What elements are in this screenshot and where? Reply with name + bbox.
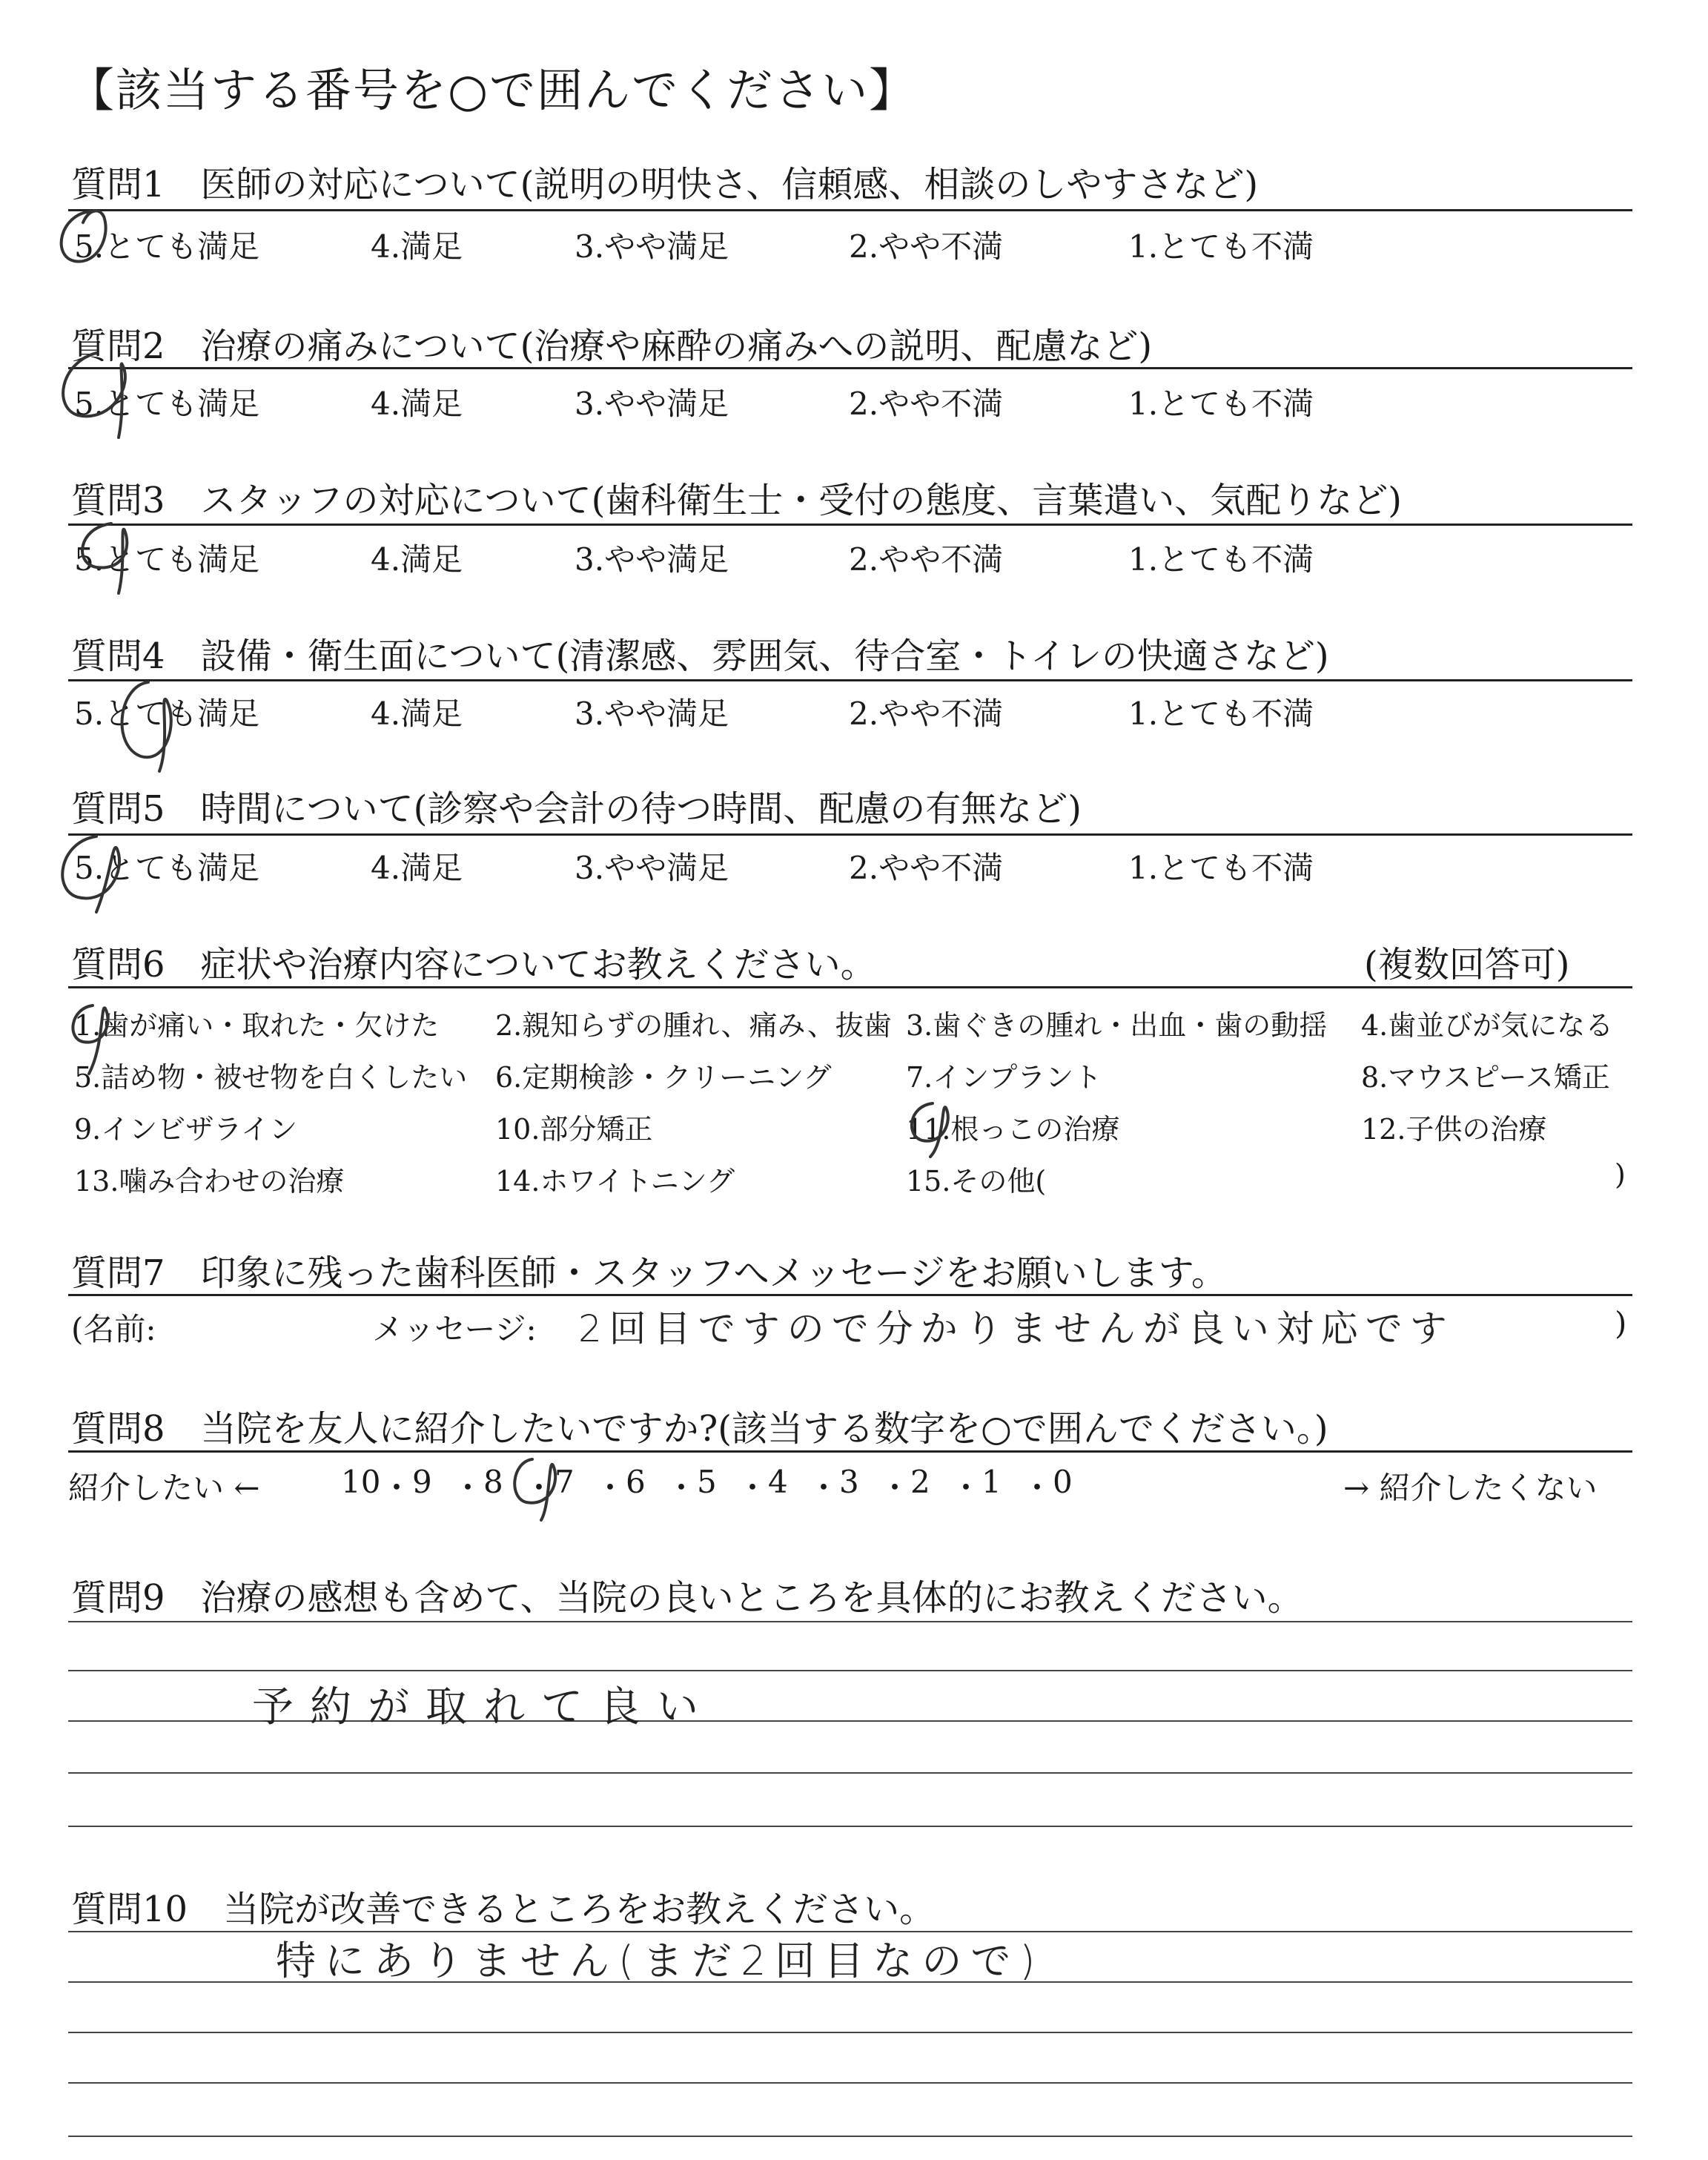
q5-option-2[interactable]: 2.やや不満 [849,850,1004,886]
q8-scale-number-1[interactable]: 1 [982,1464,1002,1500]
question-8-title: 質問8 当院を友人に紹介したいですか?(該当する数字を○で囲んでください。) [71,1408,1328,1450]
q6-option-13[interactable]: 13.噛み合わせの治療 [74,1165,345,1198]
q6-option-2[interactable]: 2.親知らずの腫れ、痛み、抜歯 [495,1009,892,1042]
question-7-title: 質問7 印象に残った歯科医師・スタッフへメッセージをお願いします。 [71,1252,1227,1294]
q10-line-5 [68,2136,1632,2137]
q3-option-3[interactable]: 3.やや満足 [575,541,729,578]
question-7-rule [68,1294,1632,1296]
form-instruction-header: 【該当する番号を○で囲んでください】 [68,63,917,117]
q8-scale-number-7[interactable]: 7 [555,1464,575,1500]
q8-scale-number-5[interactable]: 5 [697,1464,717,1500]
q8-scale-number-4[interactable]: 4 [768,1464,788,1500]
q6-option-6[interactable]: 6.定期検診・クリーニング [495,1061,832,1094]
q8-scale-number-6[interactable]: 6 [626,1464,646,1500]
q1-option-1[interactable]: 1.とても不満 [1128,228,1314,265]
q8-scale-dot: ・ [1022,1470,1053,1506]
q3-option-4[interactable]: 4.満足 [371,541,463,578]
question-5-title: 質問5 時間について(診察や会計の待つ時間、配慮の有無など) [71,788,1082,830]
q10-handwritten-answer[interactable]: 特にありません(まだ2回目なので) [276,1938,1045,1984]
q4-option-4[interactable]: 4.満足 [371,696,463,732]
q4-option-3[interactable]: 3.やや満足 [575,696,729,732]
q10-line-4 [68,2082,1632,2084]
q8-scale-number-10[interactable]: 10 [341,1464,381,1500]
q3-option-5[interactable]: 5.とても満足 [74,541,260,578]
q8-scale-dot: ・ [879,1470,911,1506]
q1-option-5[interactable]: 5.とても満足 [74,228,260,265]
q8-scale-dot: ・ [808,1470,840,1506]
q8-scale-dot: ・ [381,1470,413,1506]
question-3-rule [68,524,1632,526]
q6-option-4[interactable]: 4.歯並びが気になる [1361,1009,1614,1042]
q4-option-5[interactable]: 5.とても満足 [74,696,260,732]
q8-scale-number-0[interactable]: 0 [1053,1464,1073,1500]
q8-scale-number-3[interactable]: 3 [839,1464,859,1500]
q7-close-paren: ) [1615,1305,1627,1341]
q6-option-5[interactable]: 5.詰め物・被せ物を白くしたい [74,1061,468,1094]
q2-option-5[interactable]: 5.とても満足 [74,386,260,422]
question-4-title: 質問4 設備・衛生面について(清潔感、雰囲気、待合室・トイレの快適さなど) [71,635,1329,677]
q6-option-15-close: ) [1615,1158,1626,1191]
q6-option-12[interactable]: 12.子供の治療 [1361,1113,1547,1146]
q5-option-5[interactable]: 5.とても満足 [74,850,260,886]
q5-option-4[interactable]: 4.満足 [371,850,463,886]
q9-line-4 [68,1772,1632,1774]
q6-option-7[interactable]: 7.インプラント [906,1061,1102,1094]
q8-scale-number-8[interactable]: 8 [483,1464,503,1500]
q6-option-1[interactable]: 1.歯が痛い・取れた・欠けた [74,1009,440,1042]
q6-option-11[interactable]: 11.根っこの治療 [906,1113,1120,1146]
q8-scale-number-2[interactable]: 2 [910,1464,930,1500]
q1-option-3[interactable]: 3.やや満足 [575,228,729,265]
q5-option-1[interactable]: 1.とても不満 [1128,850,1314,886]
q8-scale-dot: ・ [666,1470,698,1506]
q9-line-5 [68,1826,1632,1827]
q6-option-15[interactable]: 15.その他( [906,1165,1047,1198]
q6-option-14[interactable]: 14.ホワイトニング [495,1165,735,1198]
question-6-title: 質問6 症状や治療内容についてお教えください。 [71,944,876,985]
q8-scale-dot: ・ [595,1470,626,1506]
q2-option-3[interactable]: 3.やや満足 [575,386,729,422]
question-8-rule [68,1450,1632,1453]
question-10-title: 質問10 当院が改善できるところをお教えください。 [71,1889,936,1930]
q8-scale-dot: ・ [452,1470,484,1506]
q4-option-1[interactable]: 1.とても不満 [1128,696,1314,732]
q9-line-1 [68,1621,1632,1622]
q8-scale-dot: ・ [950,1470,982,1506]
q7-message-label: メッセージ: [372,1311,537,1347]
question-9-title: 質問9 治療の感想も含めて、当院の良いところを具体的にお教えください。 [71,1577,1303,1619]
q2-option-2[interactable]: 2.やや不満 [849,386,1004,422]
q1-option-2[interactable]: 2.やや不満 [849,228,1004,265]
question-4-rule [68,679,1632,681]
q6-option-8[interactable]: 8.マウスピース矯正 [1361,1061,1610,1094]
question-6-note: (複数回答可) [1364,944,1570,985]
q8-scale-number-9[interactable]: 9 [412,1464,432,1500]
q8-left-label: 紹介したい ← [68,1470,260,1506]
question-2-title: 質問2 治療の痛みについて(治療や麻酔の痛みへの説明、配慮など) [71,326,1153,367]
question-2-rule [68,367,1632,369]
q9-handwritten-answer[interactable]: 予約が取れて良い [252,1683,715,1731]
q4-option-2[interactable]: 2.やや不満 [849,696,1004,732]
q5-option-3[interactable]: 3.やや満足 [575,850,729,886]
question-1-rule [68,209,1632,211]
q2-option-4[interactable]: 4.満足 [371,386,463,422]
q1-option-4[interactable]: 4.満足 [371,228,463,265]
question-6-rule [68,986,1632,988]
q6-option-9[interactable]: 9.インビザライン [74,1113,298,1146]
q8-scale-dot: ・ [523,1470,555,1506]
q7-name-label: (名前: [71,1311,156,1347]
q2-option-1[interactable]: 1.とても不満 [1128,386,1314,422]
q6-option-10[interactable]: 10.部分矯正 [495,1113,653,1146]
q3-option-1[interactable]: 1.とても不満 [1128,541,1314,578]
question-5-rule [68,833,1632,836]
question-3-title: 質問3 スタッフの対応について(歯科衛生士・受付の態度、言葉遣い、気配りなど) [71,480,1403,521]
q8-right-label: → 紹介したくない [1343,1470,1598,1506]
q10-line-3 [68,2032,1632,2033]
q3-option-2[interactable]: 2.やや不満 [849,541,1004,578]
question-1-title: 質問1 医師の対応について(説明の明快さ、信頼感、相談のしやすさなど) [71,164,1259,205]
q9-line-2 [68,1670,1632,1671]
q7-handwritten-message[interactable]: 2回目ですので分かりませんが良い対応です [578,1307,1454,1350]
q8-scale-dot: ・ [737,1470,769,1506]
q6-option-3[interactable]: 3.歯ぐきの腫れ・出血・歯の動揺 [906,1009,1328,1042]
